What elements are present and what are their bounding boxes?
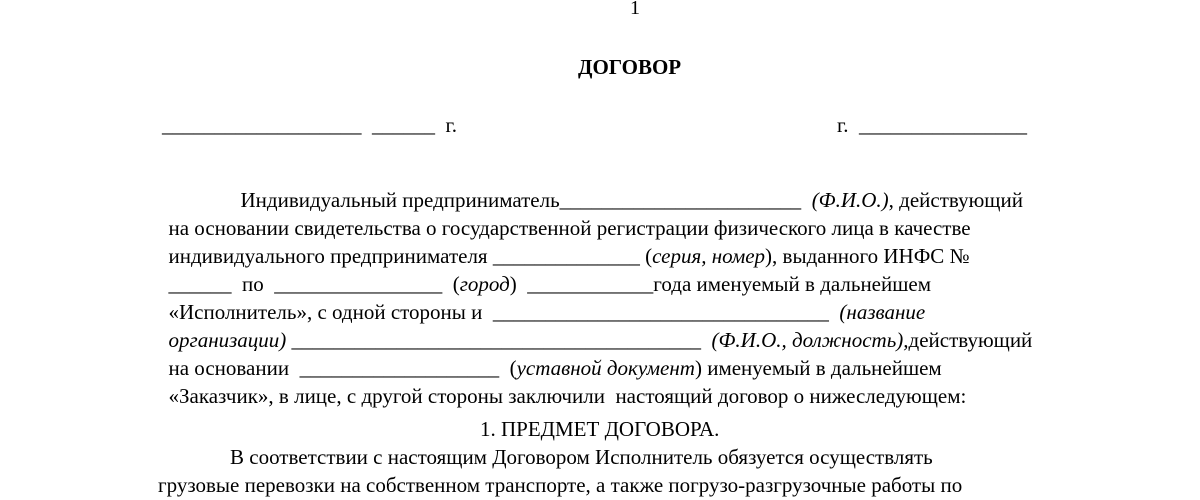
section-text-line: В соответствии с настоящим Договором Исполнитель обязуется осуществлять <box>230 445 933 469</box>
page-number: 1 <box>630 0 640 19</box>
paragraph-line: на основании свидетельства о государственной регистрации физического лица в качестве <box>168 216 971 240</box>
date-place-left: ___________________ ______ г. <box>162 113 457 137</box>
paragraph-line: Индивидуальный предприниматель_______________________ (Ф.И.О.), действующий <box>240 188 1023 212</box>
paragraph-line: «Исполнитель», с одной стороны и ________________________________ (название <box>168 300 926 324</box>
paragraph-line: ______ по ________________ (город) ____________года именуемый в дальнейшем <box>168 272 932 296</box>
paragraph-line: на основании ___________________ (уставной документ) именуемый в дальнейшем <box>168 356 942 380</box>
paragraph-line: индивидуального предпринимателя ______________ (серия, номер), выданного ИНФС № <box>168 244 970 268</box>
document-title: ДОГОВОР <box>578 55 682 79</box>
date-place-right: г. ________________ <box>837 113 1027 137</box>
paragraph-line: организации) _______________________________________ (Ф.И.О., должность),действующий <box>168 328 1033 352</box>
section-text-line: грузовые перевозки на собственном транспорте, а также погрузо-разгрузочные работы по <box>158 473 963 497</box>
section-heading: 1. ПРЕДМЕТ ДОГОВОРА. <box>480 417 720 441</box>
paragraph-line: «Заказчик», в лице, с другой стороны заключили настоящий договор о нижеследующем: <box>168 384 967 408</box>
